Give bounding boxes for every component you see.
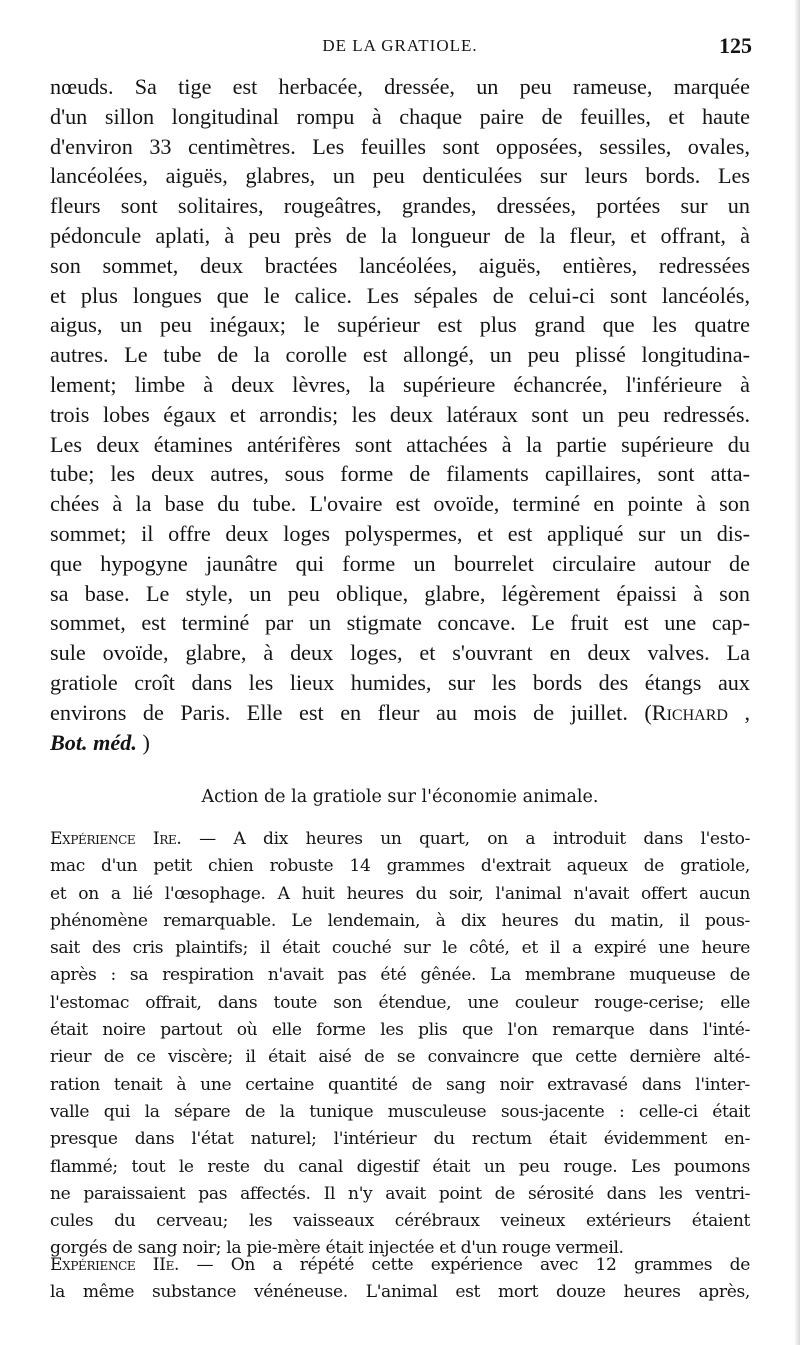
text-line: mac d'un petit chien robuste 14 grammes d'extrait aqueux de gratiole,	[50, 856, 750, 877]
text-line: fleurs sont solitaires, rougeâtres, grandes, dressées, portées sur un	[50, 193, 750, 219]
text-line: et on a lié l'œsophage. A huit heures du soir, l'animal n'avait offert aucun	[50, 883, 750, 904]
text-line: sa base. Le style, un peu oblique, glabre, légèrement épaissi à son	[50, 580, 750, 606]
experiment-first-line	[50, 826, 750, 853]
text-line: flammé; tout le reste du canal digestif était un peu rouge. Les poumons	[50, 1156, 750, 1177]
text-fragment: — On a répété cette expérience avec 12 grammes de	[179, 1255, 750, 1275]
text-line: lancéolées, aiguës, glabres, un peu denticulées sur leurs bords. Les	[50, 163, 750, 189]
text-line: autres. Le tube de la corolle est allongé, un peu plissé longitudina-	[50, 342, 750, 368]
text-line: que hypogyne jaunâtre qui forme un bourrelet circulaire autour de	[50, 550, 750, 576]
text-line: son sommet, deux bractées lancéolées, aiguës, entières, redressées	[50, 252, 750, 278]
work-citation: Bot. méd.	[50, 729, 137, 755]
text-line-citation	[50, 728, 750, 758]
text-line: presque dans l'état naturel; l'intérieur du rectum était évidemment en-	[50, 1129, 750, 1150]
text-line: ne paraissaient pas affectés. Il n'y avait point de sérosité dans les ventri-	[50, 1183, 750, 1204]
text-line: sommet; il offre deux loges polyspermes, et est appliqué sur un dis-	[50, 520, 750, 546]
text-line: l'estomac offrait, dans toute son étendue, une couleur rouge-cerise; elle	[50, 992, 750, 1013]
text-line: trois lobes égaux et arrondis; les deux latéraux sont un peu redressés.	[50, 401, 750, 427]
text-line: après : sa respiration n'avait pas été gênée. La membrane muqueuse de	[50, 965, 750, 986]
text-line: gratiole croît dans les lieux humides, sur les bords des étangs aux	[50, 669, 750, 695]
text-line: d'un sillon longitudinal rompu à chaque paire de feuilles, et haute	[50, 103, 750, 129]
section-heading: Action de la gratiole sur l'économie animale.	[201, 787, 599, 807]
text-line: rieur de ce viscère; il était aisé de se convaincre que cette dernière alté-	[50, 1047, 750, 1068]
text-fragment: environs de Paris. Elle est en fleur au mois de juillet. (	[50, 699, 652, 725]
text-line: cules du cerveau; les vaisseaux cérébraux veineux extérieurs étaient	[50, 1211, 750, 1232]
text-line: phénomène remarquable. Le lendemain, à dix heures du matin, il pous-	[50, 910, 750, 931]
text-line: et plus longues que le calice. Les sépales de celui-ci sont lancéolés,	[50, 282, 750, 308]
text-line: gorgés de sang noir; la pie-mère était injectée et d'un rouge vermeil.	[50, 1238, 624, 1259]
text-line: Les deux étamines antérifères sont attachées à la partie supérieure du	[50, 431, 750, 457]
text-line: aigus, un peu inégaux; le supérieur est plus grand que les quatre	[50, 312, 750, 338]
experiment-1	[50, 826, 750, 1263]
text-line: lement; limbe à deux lèvres, la supérieure échancrée, l'inférieure à	[50, 371, 750, 397]
text-line: ration tenait à une certaine quantité de sang noir extravasé dans l'inter-	[50, 1074, 750, 1095]
text-line: sommet, est terminé par un stigmate concave. Le fruit est une cap-	[50, 610, 750, 636]
author-reference: Richard	[651, 699, 728, 725]
experiment-label: Expérience Ire.	[50, 829, 182, 849]
text-line: d'environ 33 centimètres. Les feuilles sont opposées, sessiles, ovales,	[50, 133, 750, 159]
experiment-label: Expérience IIe.	[50, 1255, 180, 1275]
page-number: 125	[719, 33, 752, 58]
plant-description	[50, 72, 750, 757]
running-title: DE LA GRATIOLE.	[322, 36, 478, 55]
text-line: sait des cris plaintifs; il était couché sur le côté, et il a expiré une heure	[50, 938, 750, 959]
text-fragment: — A dix heures un quart, on a introduit dans l'esto-	[181, 829, 750, 849]
experiment-2	[50, 1252, 750, 1307]
text-line: la même substance vénéneuse. L'animal est mort douze heures après,	[50, 1282, 750, 1303]
text-line: était noire partout où elle forme les plis que l'on remarque dans l'inté-	[50, 1020, 750, 1041]
experiment-first-line	[50, 1252, 750, 1279]
text-line: tube; les deux autres, sous forme de filaments capillaires, sont atta-	[50, 461, 750, 487]
text-fragment: ,	[727, 699, 750, 725]
text-line-with-reference	[50, 698, 750, 728]
text-line: chées à la base du tube. L'ovaire est ovoïde, terminé en pointe à son	[50, 491, 750, 517]
text-line: valle qui la sépare de la tunique musculeuse sous-jacente : celle-ci était	[50, 1101, 750, 1122]
page-edge-shadow	[794, 0, 800, 1345]
text-line: sule ovoïde, glabre, à deux loges, et s'ouvrant en deux valves. La	[50, 640, 750, 666]
text-line: nœuds. Sa tige est herbacée, dressée, un peu rameuse, marquée	[50, 74, 750, 99]
text-fragment: )	[136, 729, 150, 755]
text-line: pédoncule aplati, à peu près de la longueur de la fleur, et offrant, à	[50, 222, 750, 248]
